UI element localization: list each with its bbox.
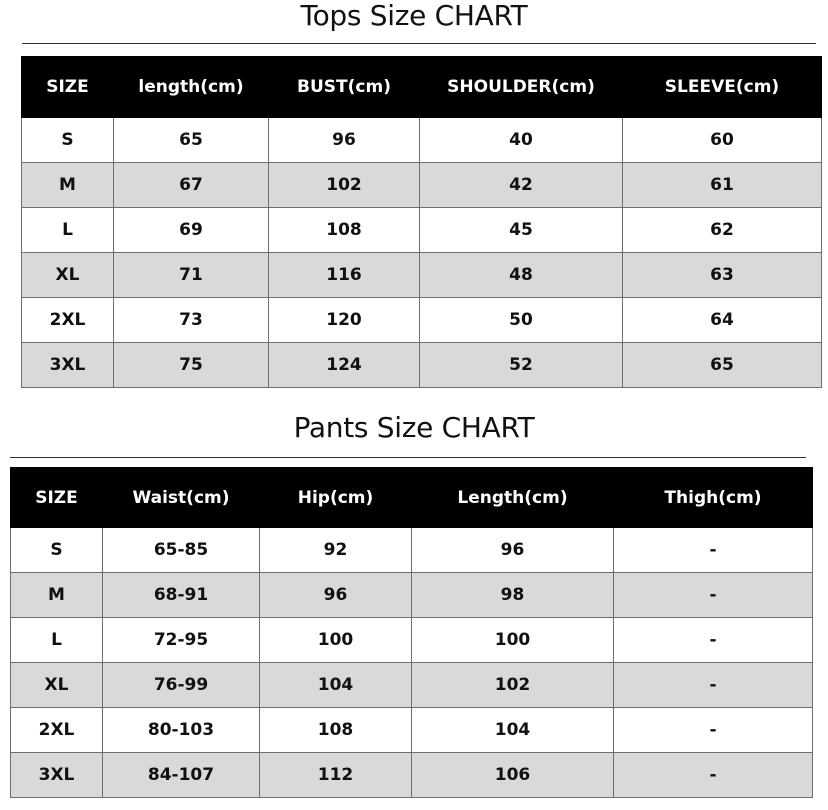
table-cell: 64 (623, 298, 822, 343)
table-row (11, 663, 813, 708)
table-cell: 65-85 (103, 528, 260, 573)
table-header-row (11, 468, 813, 528)
table-row (11, 528, 813, 573)
size-cell: M (22, 163, 114, 208)
pants-size-table (10, 467, 813, 798)
table-cell: 40 (420, 118, 623, 163)
table-cell: 60 (623, 118, 822, 163)
table-cell: 67 (114, 163, 269, 208)
table-cell: 76-99 (103, 663, 260, 708)
column-header-length: Length(cm) (412, 468, 614, 528)
table-cell: 80-103 (103, 708, 260, 753)
column-header-size: SIZE (22, 57, 114, 118)
table-row (22, 298, 822, 343)
table-cell: 102 (412, 663, 614, 708)
table-cell: 124 (269, 343, 420, 388)
table-cell: 84-107 (103, 753, 260, 798)
table-cell: - (614, 573, 813, 618)
table-cell: - (614, 753, 813, 798)
column-header-bust: BUST(cm) (269, 57, 420, 118)
table-cell: 108 (269, 208, 420, 253)
table-cell: - (614, 708, 813, 753)
size-cell: S (22, 118, 114, 163)
table-row (11, 573, 813, 618)
table-cell: - (614, 618, 813, 663)
column-header-hip: Hip(cm) (260, 468, 412, 528)
table-cell: - (614, 663, 813, 708)
table-cell: 116 (269, 253, 420, 298)
table-cell: 68-91 (103, 573, 260, 618)
column-header-length: length(cm) (114, 57, 269, 118)
table-cell: 104 (260, 663, 412, 708)
table-cell: 96 (269, 118, 420, 163)
table-row (11, 708, 813, 753)
table-cell: 98 (412, 573, 614, 618)
table-cell: 108 (260, 708, 412, 753)
table-row (11, 753, 813, 798)
table-cell: 72-95 (103, 618, 260, 663)
pants-chart-title: Pants Size CHART (293, 411, 535, 444)
column-header-thigh: Thigh(cm) (614, 468, 813, 528)
pants-title-divider (10, 457, 806, 458)
tops-size-table (21, 56, 822, 388)
size-cell: L (11, 618, 103, 663)
table-cell: 71 (114, 253, 269, 298)
table-cell: 50 (420, 298, 623, 343)
table-cell: 120 (269, 298, 420, 343)
table-cell: 73 (114, 298, 269, 343)
table-row (11, 618, 813, 663)
size-cell: S (11, 528, 103, 573)
tops-title-divider (22, 43, 816, 44)
size-cell: XL (22, 253, 114, 298)
tops-chart-title: Tops Size CHART (300, 0, 528, 32)
table-cell: 61 (623, 163, 822, 208)
table-cell: 100 (412, 618, 614, 663)
table-cell: 42 (420, 163, 623, 208)
table-cell: 96 (412, 528, 614, 573)
table-cell: 65 (623, 343, 822, 388)
size-cell: L (22, 208, 114, 253)
table-cell: 96 (260, 573, 412, 618)
table-header-row (22, 57, 822, 118)
size-cell: 3XL (11, 753, 103, 798)
table-cell: - (614, 528, 813, 573)
column-header-waist: Waist(cm) (103, 468, 260, 528)
table-cell: 104 (412, 708, 614, 753)
table-row (22, 208, 822, 253)
table-cell: 100 (260, 618, 412, 663)
table-cell: 106 (412, 753, 614, 798)
table-cell: 112 (260, 753, 412, 798)
table-cell: 48 (420, 253, 623, 298)
size-cell: 3XL (22, 343, 114, 388)
table-row (22, 253, 822, 298)
table-cell: 45 (420, 208, 623, 253)
table-cell: 92 (260, 528, 412, 573)
size-cell: M (11, 573, 103, 618)
table-cell: 63 (623, 253, 822, 298)
size-cell: 2XL (11, 708, 103, 753)
table-cell: 75 (114, 343, 269, 388)
table-row (22, 118, 822, 163)
size-cell: XL (11, 663, 103, 708)
table-cell: 62 (623, 208, 822, 253)
column-header-shoulder: SHOULDER(cm) (420, 57, 623, 118)
table-cell: 65 (114, 118, 269, 163)
table-row (22, 343, 822, 388)
size-cell: 2XL (22, 298, 114, 343)
table-cell: 69 (114, 208, 269, 253)
table-cell: 52 (420, 343, 623, 388)
column-header-sleeve: SLEEVE(cm) (623, 57, 822, 118)
table-row (22, 163, 822, 208)
column-header-size: SIZE (11, 468, 103, 528)
table-cell: 102 (269, 163, 420, 208)
